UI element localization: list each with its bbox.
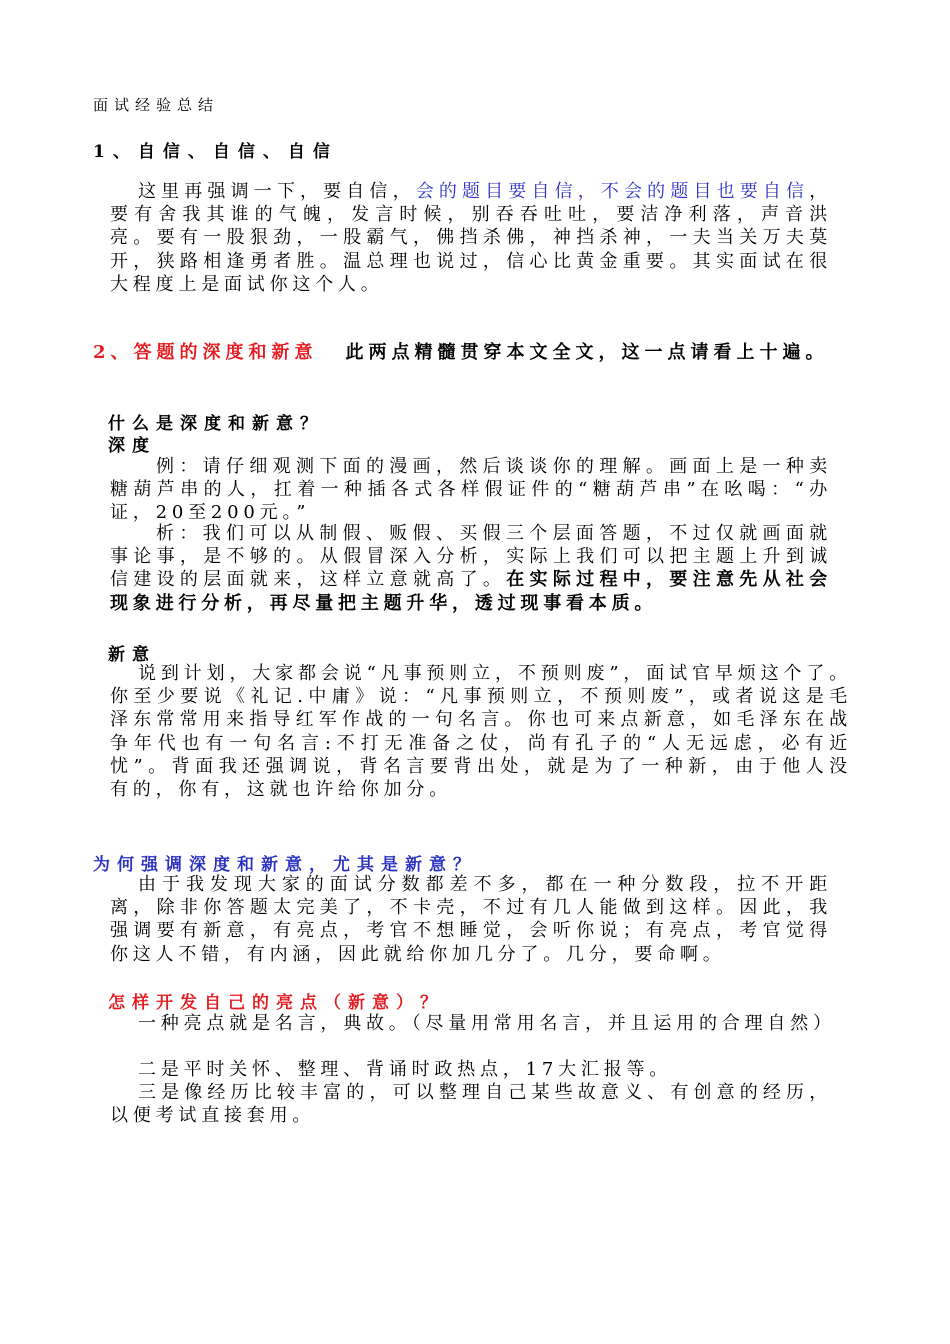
section-1-text-c: ，要有舍我其谁的气魄，发言时候，别吞吞吐吐，要洁净利落，声音洪亮。要有一股狠劲，一股霸气，佛挡杀佛，神挡杀神，一夫当关万夫莫开，狭路相逢勇者胜。温总理也说过，信心比黄金重要。其实面试在很大程度上是面试你这个人。 bbox=[110, 181, 832, 295]
section-2-heading bbox=[93, 341, 853, 365]
section-3-paragraph: 由于我发现大家的面试分数都差不多，都在一种分数段，拉不开距离，除非你答题太完美了，不卡壳，不过有几人能做到这样。因此，我强调要有新意，有亮点，考官不想睡觉，会听你说；有亮点，考官觉得你这人不错，有内涵，因此就给你加几分了。几分，要命啊。 bbox=[110, 874, 832, 965]
section-2-heading-red: 2、答题的深度和新意 bbox=[93, 342, 318, 363]
list-item: 二是平时关怀、整理、背诵时政热点，17大汇报等。 bbox=[138, 1059, 673, 1080]
depth-example: 例：请仔细观测下面的漫画，然后谈谈你的理解。画面上是一种卖糖葫芦串的人，扛着一种插各式各样假证件的“糖葫芦串”在吆喝：“办证，20至200元。” bbox=[110, 456, 832, 524]
section-1-paragraph bbox=[110, 180, 832, 296]
section-4-heading: 怎样开发自己的亮点（新意）？ bbox=[108, 993, 444, 1013]
novelty-paragraph: 说到计划，大家都会说“凡事预则立，不预则废”，面试官早烦这个了。你至少要说《礼记.中庸》说：“凡事预则立，不预则废”，或者说这是毛泽东常常用来指导红军作战的一句名言。你也可来点新意，如毛泽东在战争年代也有一句名言:不打无准备之仗，尚有孔子的“人无远虑，必有近忧”。背面我还强调说，背名言要背出处，就是为了一种新，由于他人没有的，你有，这就也许给你加分。 bbox=[110, 663, 852, 801]
list-item: 三是像经历比较丰富的，可以整理自己某些故意义、有创意的经历，以便考试直接套用。 bbox=[110, 1082, 832, 1127]
section-1-text-a: 这里再强调一下，要自信， bbox=[138, 181, 416, 202]
novelty-label: 新意 bbox=[108, 645, 156, 665]
depth-analysis bbox=[110, 522, 832, 615]
question-heading: 什么是深度和新意？ bbox=[108, 414, 324, 434]
section-1-heading: 1、自信、自信、自信 bbox=[93, 142, 338, 162]
section-3-heading: 为何强调深度和新意，尤其是新意？ bbox=[93, 855, 477, 875]
section-1-highlight: 会的题目要自信，不会的题目也要自信 bbox=[415, 181, 810, 202]
list-item: 一种亮点就是名言，典故。（尽量用常用名言，并且运用的合理自然） bbox=[138, 1013, 836, 1034]
depth-label: 深度 bbox=[108, 436, 156, 456]
document-title: 面试经验总结 bbox=[93, 96, 220, 114]
depth-analysis-text: 析：我们可以从制假、贩假、买假三个层面答题，不过仅就画面就事论事，是不够的。从假冒深入分析，实际上我们可以把主题上升到诚信建设的层面就来，这样立意就高了。 bbox=[110, 523, 832, 591]
depth-analysis-bold: 在实际过程中，要注意先从社会现象进行分析，再尽量把主题升华，透过现事看本质。 bbox=[110, 569, 832, 614]
section-2-heading-note: 此两点精髓贯穿本文全文，这一点请看上十遍。 bbox=[345, 342, 829, 363]
